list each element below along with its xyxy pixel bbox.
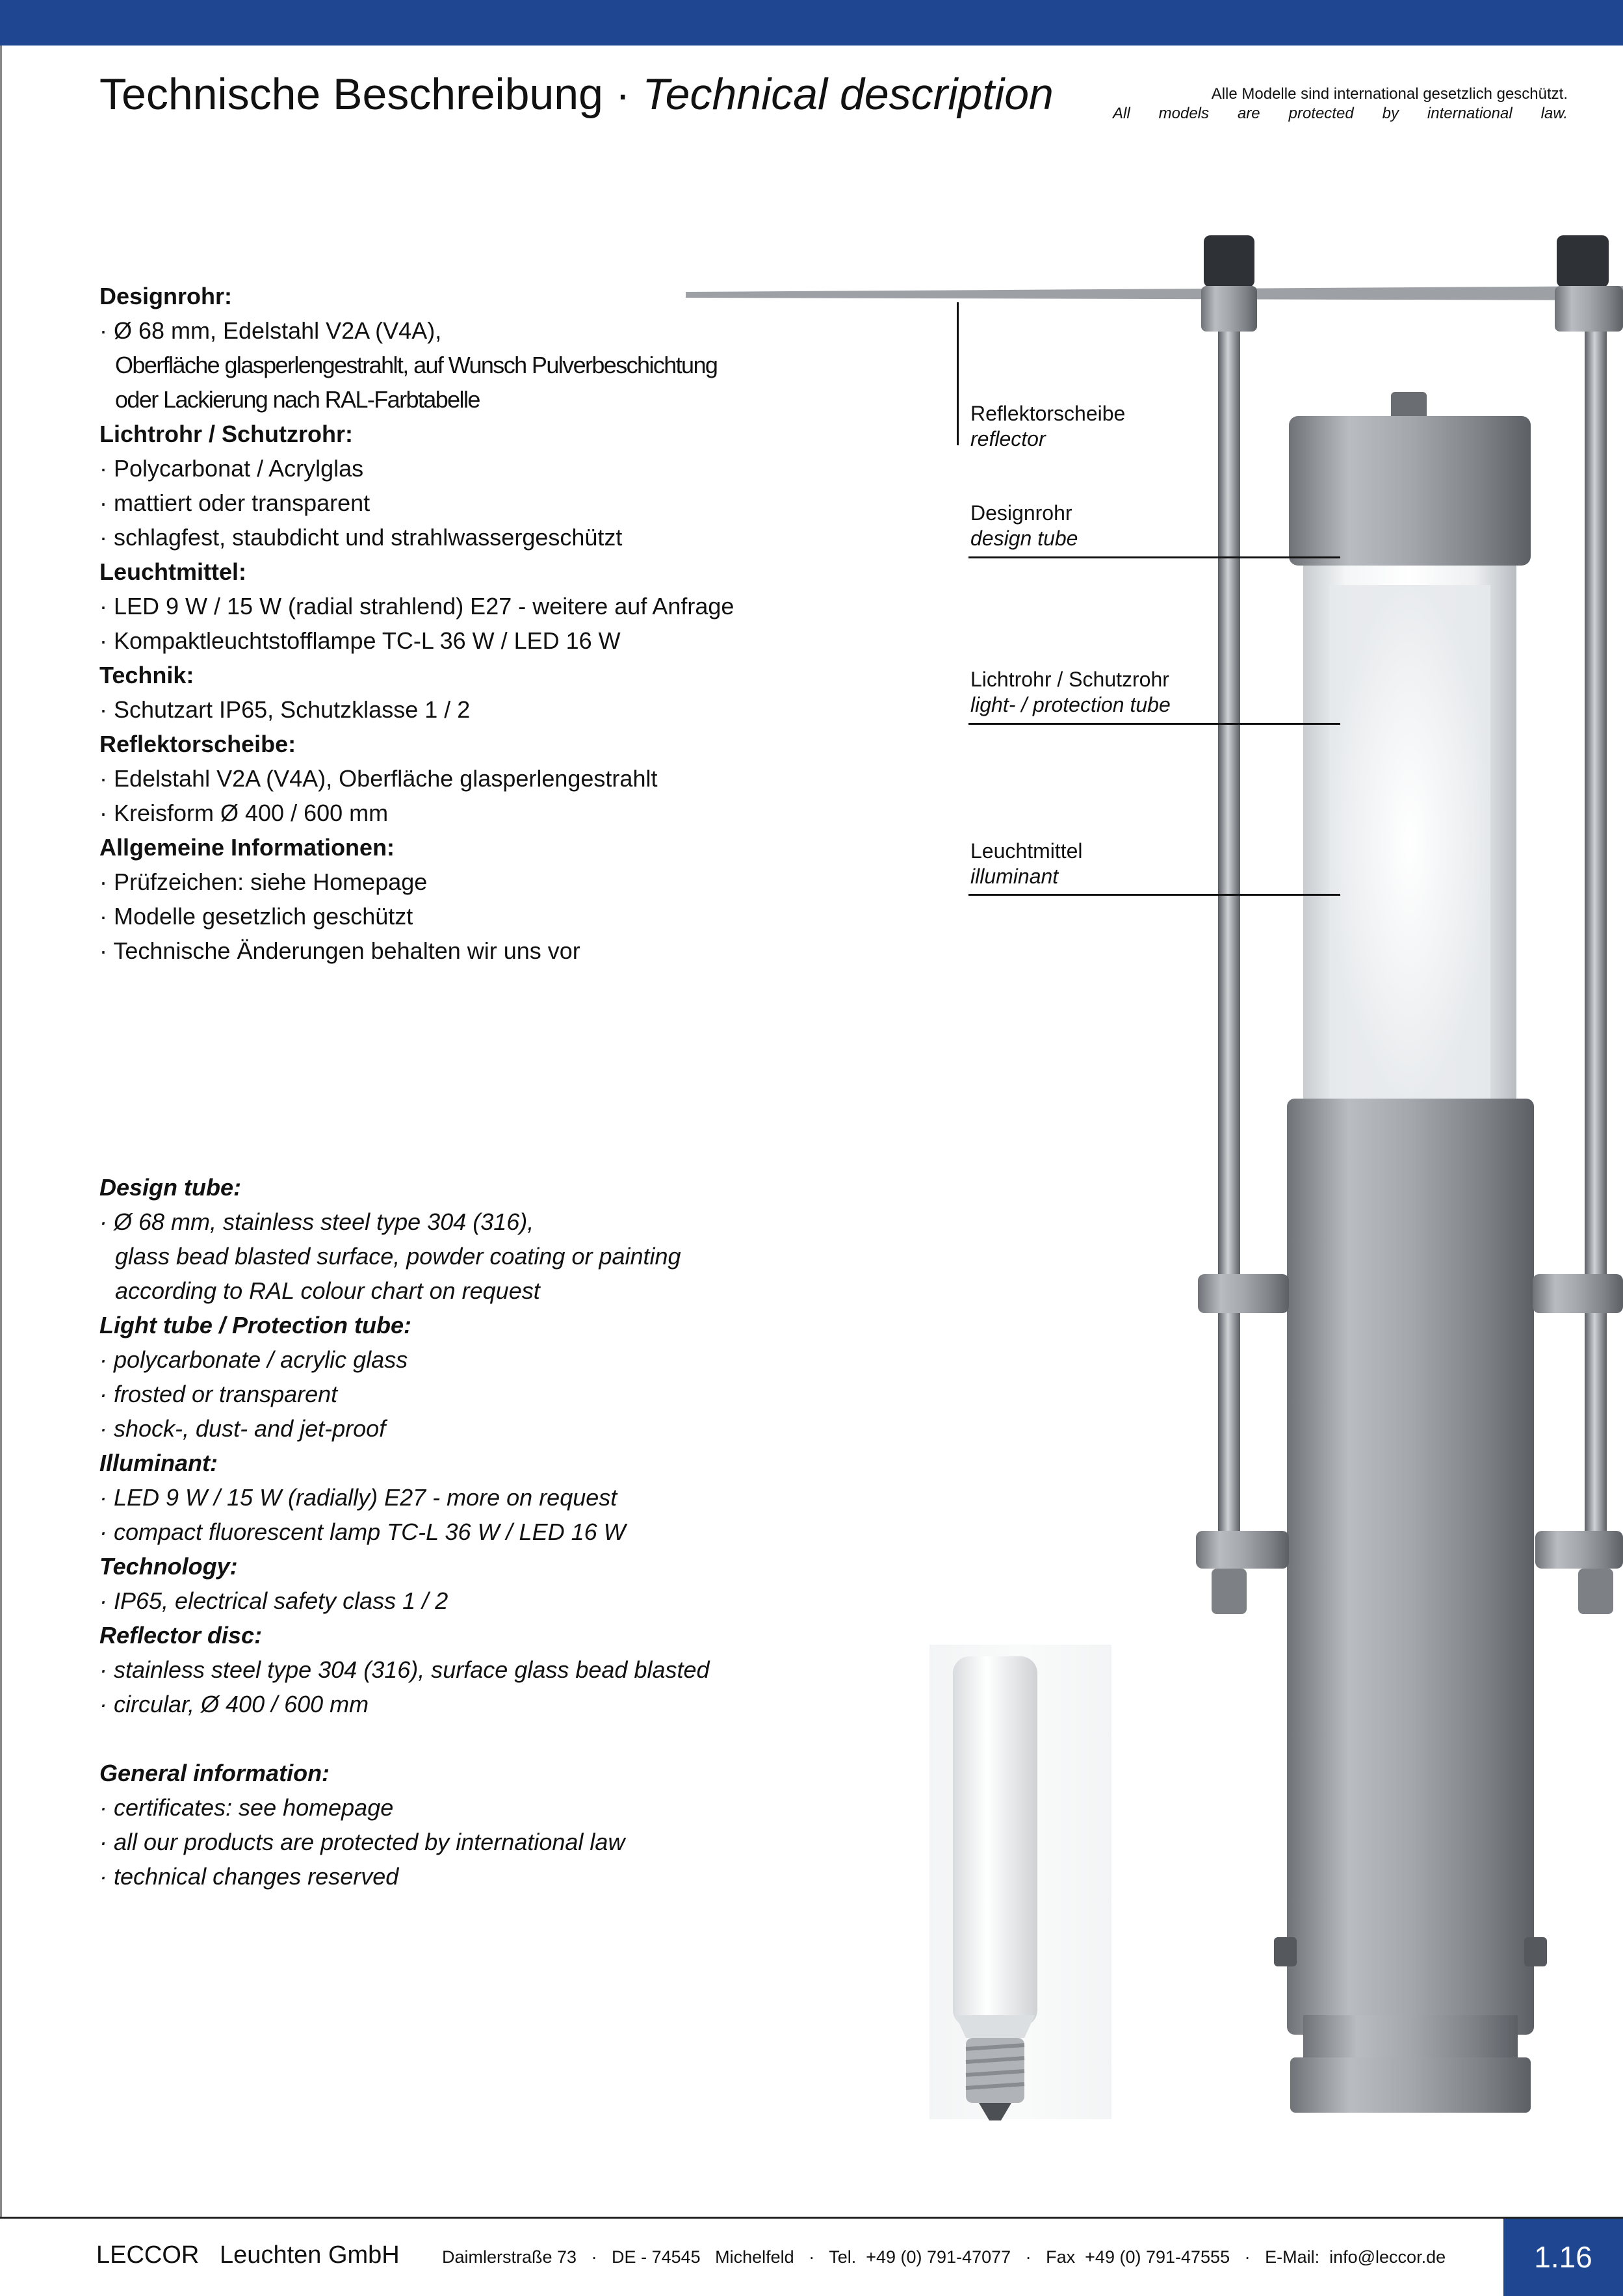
callout-underline-design-tube xyxy=(968,556,1340,558)
support-rod-right xyxy=(1585,306,1607,1606)
spec-line: · technical changes reserved xyxy=(99,1863,399,1890)
legal-notice-english: All models are protected by international law. xyxy=(1113,105,1568,122)
design-tube-lower xyxy=(1287,1099,1534,2035)
footer-divider xyxy=(0,2217,1623,2219)
legal-notice-german: Alle Modelle sind international gesetzlich geschützt. xyxy=(1211,85,1568,103)
callout-design-tube: Designrohr design tube xyxy=(970,501,1078,550)
spec-heading: Designrohr: xyxy=(99,283,233,309)
spec-line: · Ø 68 mm, stainless steel type 304 (316), xyxy=(99,1208,534,1235)
footer-address: Daimlerstraße 73 · DE - 74545 Michelfeld · Tel. +49 (0) 791-47077 · Fax +49 (0) 791-47555 · E-Mail: info@leccor.de xyxy=(442,2247,1446,2267)
spec-line: · compact fluorescent lamp TC-L 36 W / LED 16 W xyxy=(99,1519,626,1545)
page-number: 1.16 xyxy=(1503,2219,1623,2296)
rod-cap-right xyxy=(1557,235,1609,287)
spec-heading: Reflektorscheibe: xyxy=(99,731,296,757)
spec-heading: Light tube / Protection tube: xyxy=(99,1312,411,1338)
spec-heading: General information: xyxy=(99,1760,330,1786)
led-bulb-illustration xyxy=(953,1656,1037,2027)
spec-line: · polycarbonate / acrylic glass xyxy=(99,1346,408,1373)
spec-line: according to RAL colour chart on request xyxy=(115,1277,540,1304)
spec-line: · Polycarbonat / Acrylglas xyxy=(99,455,364,482)
rod-cap-left xyxy=(1204,235,1254,287)
spec-heading: Reflector disc: xyxy=(99,1622,263,1649)
spec-line: · certificates: see homepage xyxy=(99,1794,394,1821)
spec-line: · shock-, dust- and jet-proof xyxy=(99,1415,386,1442)
spec-line: · Schutzart IP65, Schutzklasse 1 / 2 xyxy=(99,696,471,723)
title-german: Technische Beschreibung · xyxy=(99,70,643,119)
spec-heading: Design tube: xyxy=(99,1174,242,1201)
spec-spacer xyxy=(99,1721,847,1756)
spec-heading: Allgemeine Informationen: xyxy=(99,834,395,861)
spec-line: · Kreisform Ø 400 / 600 mm xyxy=(99,800,389,826)
rod-clamp-upper-left xyxy=(1198,1274,1289,1313)
spec-line: · Edelstahl V2A (V4A), Oberfläche glasperlengestrahlt xyxy=(99,765,658,792)
spec-line: oder Lackierung nach RAL-Farbtabelle xyxy=(115,386,480,413)
specs-english xyxy=(99,1170,847,1894)
callout-underline-illuminant xyxy=(968,894,1340,896)
spec-heading: Lichtrohr / Schutzrohr: xyxy=(99,421,353,447)
spec-line: · LED 9 W / 15 W (radially) E27 - more on request xyxy=(99,1484,617,1511)
spec-heading: Technik: xyxy=(99,662,194,688)
callout-leader-reflector xyxy=(957,302,959,445)
rod-clamp-upper-right xyxy=(1533,1274,1623,1313)
spec-line: · Technische Änderungen behalten wir uns vor xyxy=(99,937,580,964)
design-tube-cap xyxy=(1289,416,1531,566)
spec-heading: Illuminant: xyxy=(99,1450,218,1476)
footer-company: LECCOR Leuchten GmbH xyxy=(96,2241,400,2269)
spec-line: · Prüfzeichen: siehe Homepage xyxy=(99,868,428,895)
spec-line: glass bead blasted surface, powder coating or painting xyxy=(115,1243,681,1270)
support-rod-left xyxy=(1218,306,1240,1599)
spec-heading: Technology: xyxy=(99,1553,238,1580)
callout-light-tube: Lichtrohr / Schutzrohr light- / protection tube xyxy=(970,668,1171,716)
spec-line: · LED 9 W / 15 W (radial strahlend) E27 - weitere auf Anfrage xyxy=(99,593,734,620)
callout-reflector: Reflektorscheibe reflector xyxy=(970,402,1126,450)
spec-line: · stainless steel type 304 (316), surface glass bead blasted xyxy=(99,1656,710,1683)
spec-line: · schlagfest, staubdicht und strahlwassergeschützt xyxy=(99,524,623,551)
spec-heading: Leuchtmittel: xyxy=(99,558,247,585)
spec-line: · mattiert oder transparent xyxy=(99,489,370,516)
spec-line: · all our products are protected by international law xyxy=(99,1829,625,1855)
rod-clamp-lower-right xyxy=(1535,1531,1623,1569)
base-plate xyxy=(1290,2057,1531,2113)
spec-line: Oberfläche glasperlengestrahlt, auf Wunsch Pulverbeschichtung xyxy=(115,352,718,378)
callout-underline-light-tube xyxy=(968,723,1340,725)
specs-german xyxy=(99,279,847,968)
spec-line: · Ø 68 mm, Edelstahl V2A (V4A), xyxy=(99,317,442,344)
spec-line: · frosted or transparent xyxy=(99,1381,338,1407)
spec-line: · IP65, electrical safety class 1 / 2 xyxy=(99,1587,448,1614)
spec-line: · circular, Ø 400 / 600 mm xyxy=(99,1691,369,1717)
spec-line: · Modelle gesetzlich geschützt xyxy=(99,903,413,930)
spec-line: · Kompaktleuchtstofflampe TC-L 36 W / LED 16 W xyxy=(99,627,621,654)
title-english: Technical description xyxy=(642,70,1054,119)
rod-clamp-lower-left xyxy=(1196,1531,1289,1569)
callout-illuminant: Leuchtmittel illuminant xyxy=(970,839,1083,888)
